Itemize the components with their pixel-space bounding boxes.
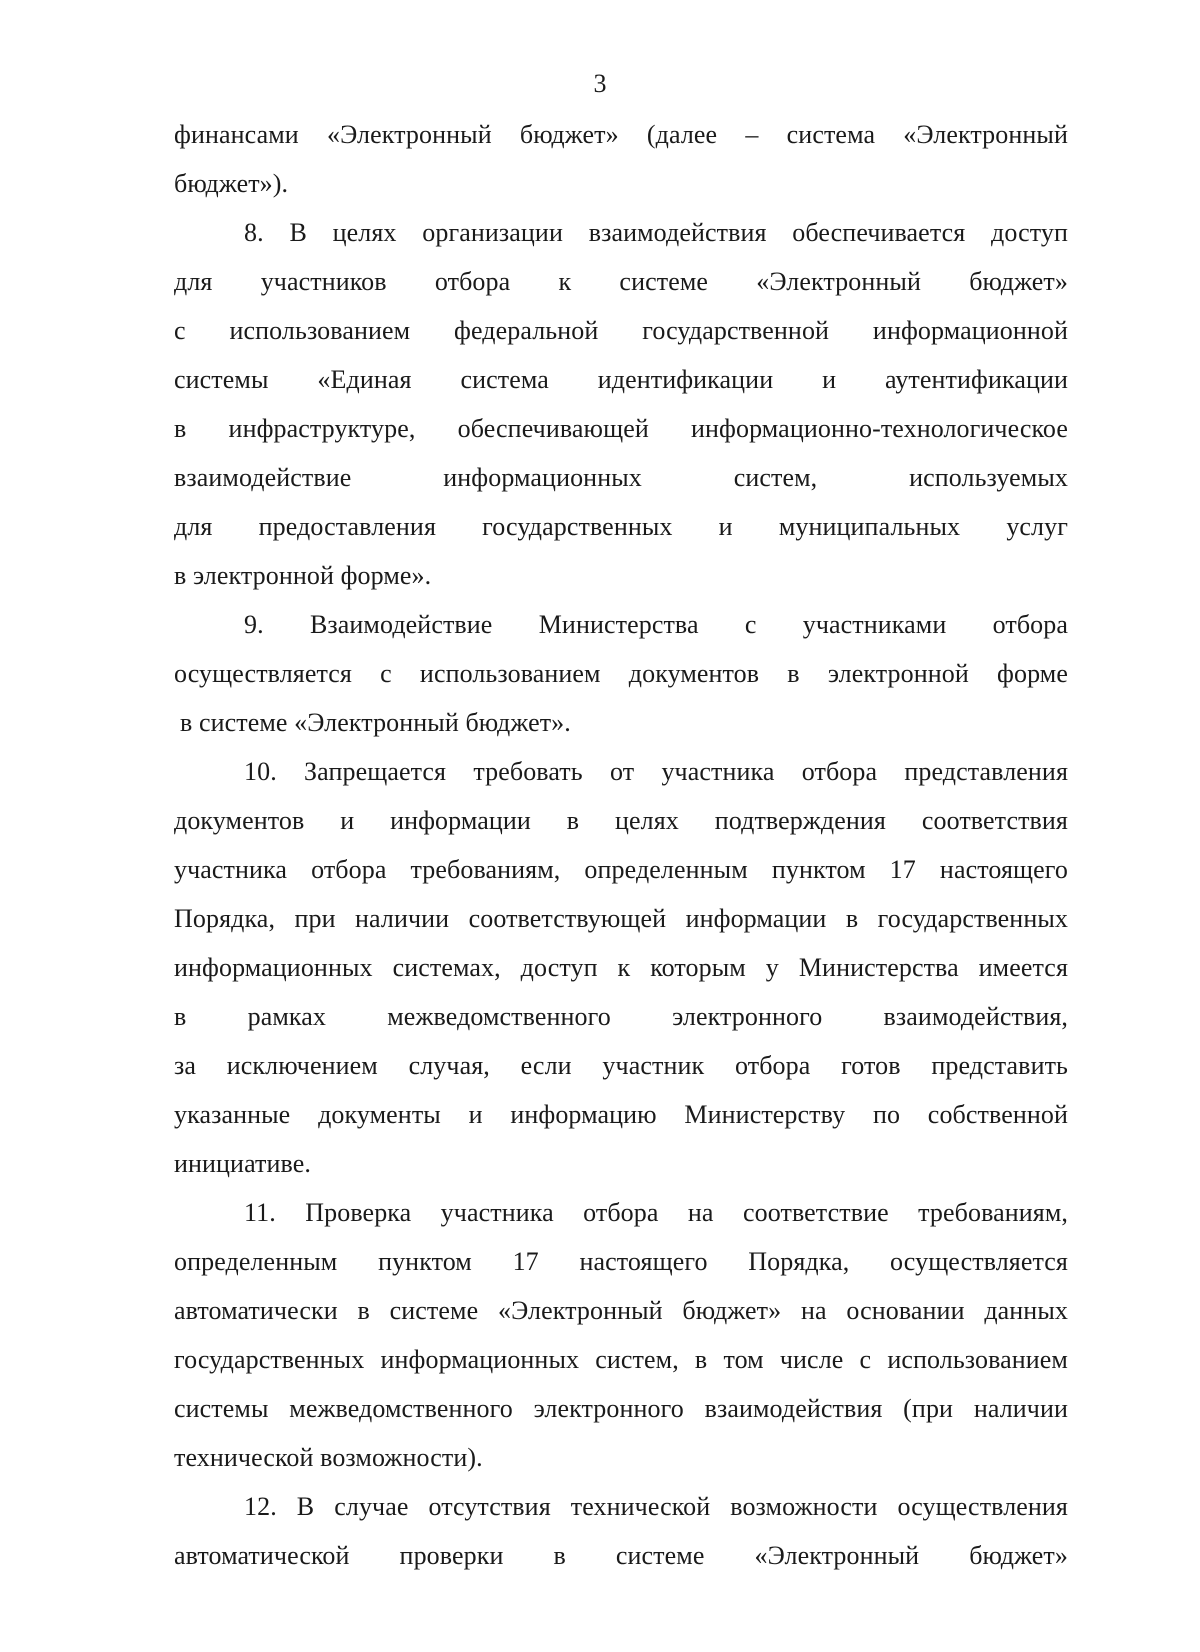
text-line: в рамках межведомственного электронного взаимодействия, — [174, 1002, 1068, 1031]
paragraph — [174, 208, 1068, 600]
page-number: 3 — [593, 69, 607, 98]
text-line: системы межведомственного электронного взаимодействия (при наличии — [174, 1394, 1068, 1423]
text-line: указанные документы и информацию Министерству по собственной — [174, 1100, 1068, 1129]
text-line: технической возможности). — [174, 1443, 483, 1472]
paragraph — [174, 600, 1068, 747]
text-line: документов и информации в целях подтверждения соответствия — [174, 806, 1068, 835]
paragraph — [174, 110, 1068, 208]
text-line: 12. В случае отсутствия технической возможности осуществления — [244, 1492, 1068, 1521]
paragraph — [174, 1482, 1068, 1580]
text-line: 8. В целях организации взаимодействия обеспечивается доступ — [244, 218, 1068, 247]
text-line: 9. Взаимодействие Министерства с участниками отбора — [244, 610, 1068, 639]
text-line: в инфраструктуре, обеспечивающей информационно-технологическое — [174, 414, 1068, 443]
text-line: за исключением случая, если участник отбора готов представить — [174, 1051, 1068, 1080]
text-line: системы «Единая система идентификации и аутентификации — [174, 365, 1068, 394]
text-line: информационных системах, доступ к которым у Министерства имеется — [174, 953, 1068, 982]
document-body — [174, 110, 1068, 1580]
text-line: осуществляется с использованием документов в электронной форме — [174, 659, 1068, 688]
text-line: взаимодействие информационных систем, используемых — [174, 463, 1068, 492]
text-line: автоматической проверки в системе «Электронный бюджет» — [174, 1541, 1068, 1570]
text-line: для участников отбора к системе «Электронный бюджет» — [174, 267, 1068, 296]
text-line: в системе «Электронный бюджет». — [180, 708, 571, 737]
text-line: Порядка, при наличии соответствующей информации в государственных — [174, 904, 1068, 933]
paragraph — [174, 747, 1068, 1188]
text-line: бюджет»). — [174, 169, 289, 198]
text-line: в электронной форме». — [174, 561, 432, 590]
text-line: участника отбора требованиям, определенным пунктом 17 настоящего — [174, 855, 1068, 884]
text-line: инициативе. — [174, 1149, 311, 1178]
text-line: финансами «Электронный бюджет» (далее – система «Электронный — [174, 120, 1068, 149]
text-line: определенным пунктом 17 настоящего Порядка, осуществляется — [174, 1247, 1068, 1276]
text-line: 10. Запрещается требовать от участника отбора представления — [244, 757, 1068, 786]
text-line: государственных информационных систем, в том числе с использованием — [174, 1345, 1068, 1374]
text-line: 11. Проверка участника отбора на соответствие требованиям, — [244, 1198, 1068, 1227]
text-line: с использованием федеральной государственной информационной — [174, 316, 1068, 345]
text-line: автоматически в системе «Электронный бюджет» на основании данных — [174, 1296, 1068, 1325]
paragraph — [174, 1188, 1068, 1482]
text-line: для предоставления государственных и муниципальных услуг — [174, 512, 1068, 541]
